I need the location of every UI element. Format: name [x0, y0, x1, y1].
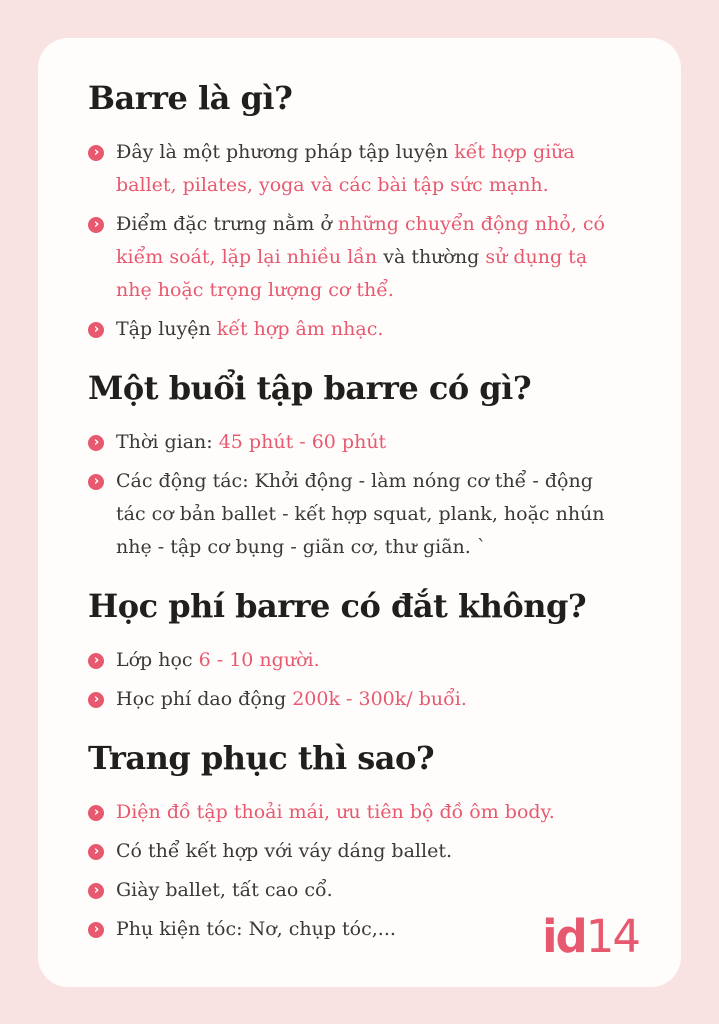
section-heading: Trang phục thì sao? — [88, 739, 435, 777]
section-heading: Học phí barre có đắt không? — [88, 587, 587, 625]
list-item — [88, 136, 637, 202]
text-segment: Đây là một phương pháp tập luyện — [116, 141, 455, 163]
list-item — [88, 835, 637, 868]
chevron-right-icon: › — [88, 805, 104, 821]
text-segment: Phụ kiện tóc: Nơ, chụp tóc,... — [116, 918, 396, 940]
highlighted-text-segment: những chuyển động nhỏ, có kiểm soát, lặp lại nhiều lần — [116, 213, 605, 268]
chevron-right-icon: › — [88, 217, 104, 233]
text-segment: Có thể kết hợp với váy dáng ballet. — [116, 840, 452, 862]
highlighted-text-segment: kết hợp giữa ballet, pilates, yoga và các bài tập sức mạnh. — [116, 141, 575, 196]
list-item — [88, 874, 637, 907]
section — [88, 586, 637, 716]
text-segment: và thường — [377, 246, 486, 268]
section-heading: Barre là gì? — [88, 79, 293, 117]
chevron-right-icon: › — [88, 844, 104, 860]
chevron-right-icon: › — [88, 883, 104, 899]
text-segment: Điểm đặc trưng nằm ở — [116, 213, 338, 235]
list-item — [88, 683, 637, 716]
list-item — [88, 313, 637, 346]
list-item — [88, 644, 637, 677]
highlighted-text-segment: kết hợp âm nhạc. — [216, 318, 384, 340]
bullet-text — [116, 136, 626, 202]
bullet-list — [88, 136, 637, 346]
bullet-text — [116, 644, 320, 677]
text-segment: Học phí dao động — [116, 688, 293, 710]
chevron-right-icon: › — [88, 653, 104, 669]
highlighted-text-segment: Diện đồ tập thoải mái, ưu tiên bộ đồ ôm body. — [116, 801, 555, 823]
chevron-right-icon: › — [88, 692, 104, 708]
bullet-list — [88, 426, 637, 564]
bullet-text — [116, 426, 386, 459]
list-item — [88, 426, 637, 459]
logo-light-text: 14 — [585, 910, 639, 963]
section-heading: Một buổi tập barre có gì? — [88, 369, 532, 407]
bullet-text — [116, 874, 333, 907]
content-card — [38, 38, 681, 987]
list-item — [88, 796, 637, 829]
text-segment: Giày ballet, tất cao cổ. — [116, 879, 333, 901]
bullet-text — [116, 913, 396, 946]
text-segment: Thời gian: — [116, 431, 219, 453]
sections-container — [88, 78, 637, 946]
text-segment: Tập luyện — [116, 318, 217, 340]
chevron-right-icon: › — [88, 435, 104, 451]
chevron-right-icon: › — [88, 322, 104, 338]
text-segment: Các động tác: Khởi động - làm nóng cơ thể - động tác cơ bản ballet - kết hợp squat, plank, hoặc nhún nhẹ - tập cơ bụng - giãn cơ, thư giãn. ˋ — [116, 470, 605, 558]
logo-bold-text: id — [542, 910, 586, 963]
highlighted-text-segment: 45 phút - 60 phút — [218, 431, 387, 453]
highlighted-text-segment: 200k - 300k/ buổi. — [292, 688, 467, 710]
chevron-right-icon: › — [88, 145, 104, 161]
text-segment: Lớp học — [116, 649, 199, 671]
section — [88, 368, 637, 564]
list-item — [88, 465, 637, 564]
highlighted-text-segment: sử dụng tạ nhẹ hoặc trọng lượng cơ thể. — [116, 246, 588, 301]
bullet-text — [116, 465, 626, 564]
list-item — [88, 208, 637, 307]
bullet-text — [116, 313, 383, 346]
bullet-text — [116, 835, 452, 868]
bullet-list — [88, 644, 637, 716]
bullet-text — [116, 796, 555, 829]
bullet-text — [116, 208, 626, 307]
highlighted-text-segment: 6 - 10 người. — [198, 649, 320, 671]
bullet-text — [116, 683, 467, 716]
id14-logo — [542, 910, 639, 963]
chevron-right-icon: › — [88, 922, 104, 938]
section — [88, 78, 637, 346]
chevron-right-icon: › — [88, 474, 104, 490]
